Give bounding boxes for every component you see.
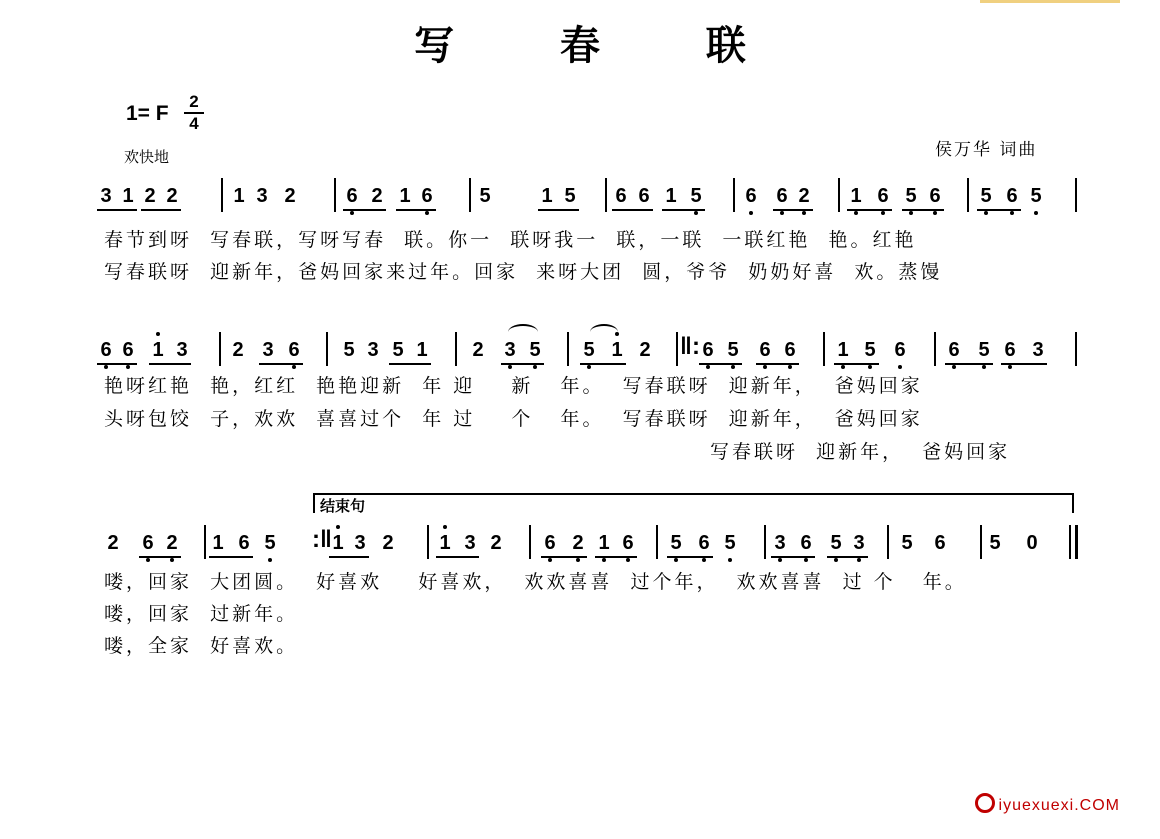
- note: 1: [665, 185, 677, 207]
- note: 5: [479, 185, 491, 207]
- lyric-text: 喽，回家 过新年。: [104, 603, 299, 625]
- octave-dot-above: [156, 332, 160, 336]
- octave-dot-below: [952, 365, 956, 369]
- beat-underline: [259, 363, 303, 365]
- octave-dot-below: [802, 211, 806, 215]
- beat-underline: [149, 363, 191, 365]
- note: 3: [1032, 339, 1044, 361]
- note: 2: [472, 339, 484, 361]
- note: 3: [262, 339, 274, 361]
- octave-dot-below: [626, 558, 630, 562]
- bar-line: [427, 525, 429, 559]
- beat-underline: [847, 209, 892, 211]
- note: 6: [137, 531, 159, 555]
- note: 5: [259, 531, 281, 555]
- lyric-line-1-verse-2: [0, 258, 1160, 288]
- octave-dot-below: [982, 365, 986, 369]
- beat-underline: [141, 209, 181, 211]
- note: 1: [122, 185, 134, 207]
- octave-dot-below: [841, 365, 845, 369]
- note: 2: [107, 532, 119, 554]
- beat-underline: [97, 363, 137, 365]
- beat-underline: [773, 209, 813, 211]
- beat-underline: [139, 556, 181, 558]
- octave-dot-below: [868, 365, 872, 369]
- octave-dot-below: [702, 558, 706, 562]
- beat-underline: [436, 556, 479, 558]
- beat-underline: [389, 363, 431, 365]
- bar-line: [823, 332, 825, 366]
- note: 5: [975, 184, 997, 208]
- bar-line: [967, 178, 969, 212]
- beat-underline: [834, 363, 879, 365]
- note: 2: [639, 339, 651, 361]
- beat-underline: [945, 363, 993, 365]
- note: 1: [416, 339, 428, 361]
- bar-line: [567, 332, 569, 366]
- note: 5: [973, 338, 995, 362]
- note: 3: [354, 532, 366, 554]
- beat-underline: [396, 209, 436, 211]
- time-signature-top: 2: [189, 92, 199, 111]
- note: 2: [232, 339, 244, 361]
- octave-dot-below: [804, 558, 808, 562]
- octave-dot-below: [933, 211, 937, 215]
- note: 6: [117, 338, 139, 362]
- octave-dot-below: [576, 558, 580, 562]
- tie-arc: [508, 324, 538, 340]
- note: 3: [100, 185, 112, 207]
- note: 6: [693, 531, 715, 555]
- beat-underline: [209, 556, 253, 558]
- octave-dot-below: [731, 365, 735, 369]
- tie-arc: [590, 324, 618, 340]
- octave-dot-above: [336, 525, 340, 529]
- note: 6: [740, 184, 762, 208]
- note: 3: [176, 339, 188, 361]
- ending-bracket: [313, 493, 1074, 513]
- note: 1: [832, 338, 854, 362]
- top-accent-bar: [980, 0, 1120, 3]
- note: 6: [754, 338, 776, 362]
- lyric-line-3-verse-1: [0, 568, 1160, 598]
- octave-dot-below: [1034, 211, 1038, 215]
- octave-dot-below: [780, 211, 784, 215]
- note: 2: [490, 532, 502, 554]
- beat-underline: [977, 209, 1021, 211]
- note: 6: [779, 338, 801, 362]
- beat-underline: [541, 556, 587, 558]
- note: 2: [382, 532, 394, 554]
- note: 5: [578, 338, 600, 362]
- note: 3: [464, 532, 476, 554]
- bar-line: [334, 178, 336, 212]
- beat-underline: [756, 363, 799, 365]
- note: 2: [144, 185, 156, 207]
- lyric-text: 艳呀红艳 艳，红红 艳艳迎新 年 迎 新 年。 写春联呀 迎新年， 爸妈回家: [104, 375, 923, 397]
- bar-line: [838, 178, 840, 212]
- octave-dot-below: [126, 365, 130, 369]
- octave-dot-below: [857, 558, 861, 562]
- octave-dot-below: [548, 558, 552, 562]
- note: 5: [392, 339, 404, 361]
- note: 3: [256, 185, 268, 207]
- note: 1: [399, 185, 411, 207]
- bar-line: [1075, 178, 1077, 212]
- watermark-logo-icon: [975, 793, 995, 813]
- bar-line: [934, 332, 936, 366]
- bar-line: [326, 332, 328, 366]
- bar-line: [221, 178, 223, 212]
- octave-dot-below: [788, 365, 792, 369]
- note: 1: [541, 185, 553, 207]
- beat-underline: [662, 209, 705, 211]
- time-signature: [184, 93, 204, 133]
- note: 2: [166, 185, 178, 207]
- note: 5: [685, 184, 707, 208]
- lyric-line-2-verse-1: [0, 372, 1160, 402]
- beat-underline: [771, 556, 815, 558]
- octave-dot-below: [1010, 211, 1014, 215]
- octave-dot-below: [728, 558, 732, 562]
- note: 6: [95, 338, 117, 362]
- octave-dot-below: [425, 211, 429, 215]
- song-title: 写 春 联: [414, 22, 792, 69]
- note: 6: [697, 338, 719, 362]
- note: 6: [416, 184, 438, 208]
- note: 2: [371, 185, 383, 207]
- bar-line: [529, 525, 531, 559]
- octave-dot-below: [778, 558, 782, 562]
- note: 5: [564, 185, 576, 207]
- lyric-text: 喽，全家 好喜欢。: [104, 635, 299, 657]
- beat-underline: [97, 209, 137, 211]
- note: 5: [1025, 184, 1047, 208]
- lyric-text: 写春联呀 迎新年，爸妈回家来过年。回家 来呀大团 圆，爷爷 奶奶好喜 欢。蒸馒: [104, 261, 943, 283]
- bar-line: [656, 525, 658, 559]
- note: 5: [900, 184, 922, 208]
- beat-underline: [699, 363, 742, 365]
- note: 6: [539, 531, 561, 555]
- lyric-line-3-verse-3: [0, 632, 1160, 662]
- octave-dot-below: [694, 211, 698, 215]
- octave-dot-below: [909, 211, 913, 215]
- beat-underline: [612, 209, 653, 211]
- bar-line: [733, 178, 735, 212]
- octave-dot-below: [1008, 365, 1012, 369]
- lyric-line-2-verse-3: [0, 438, 1160, 468]
- note: 6: [943, 338, 965, 362]
- octave-dot-below: [674, 558, 678, 562]
- octave-dot-below: [350, 211, 354, 215]
- beat-underline: [827, 556, 868, 558]
- note: 6: [934, 532, 946, 554]
- note: 5: [524, 338, 546, 362]
- lyric-text: 喽，回家 大团圆。 好喜欢 好喜欢， 欢欢喜喜 过个年， 欢欢喜喜 过 个 年。: [104, 571, 967, 593]
- note: 6: [795, 531, 817, 555]
- octave-dot-below: [104, 365, 108, 369]
- octave-dot-below: [749, 211, 753, 215]
- note: 5: [825, 531, 847, 555]
- beat-underline: [501, 363, 544, 365]
- note: 6: [238, 532, 250, 554]
- note: 1: [212, 532, 224, 554]
- site-watermark: [975, 793, 1120, 815]
- note: 6: [1001, 184, 1023, 208]
- note: 6: [924, 184, 946, 208]
- octave-dot-below: [984, 211, 988, 215]
- note: 2: [284, 185, 296, 207]
- bar-line: [980, 525, 982, 559]
- repeat-end-sign: :‖: [312, 526, 332, 553]
- note: 5: [665, 531, 687, 555]
- final-bar-line-thick: [1075, 525, 1078, 559]
- octave-dot-below: [898, 365, 902, 369]
- octave-dot-below: [533, 365, 537, 369]
- final-bar-line-thin: [1069, 525, 1071, 559]
- beat-underline: [329, 556, 369, 558]
- composer-credit: 侯万华 词曲: [935, 140, 1038, 160]
- octave-dot-above: [443, 525, 447, 529]
- note: 6: [617, 531, 639, 555]
- lyric-line-3-verse-2: [0, 600, 1160, 630]
- bar-line: [219, 332, 221, 366]
- octave-dot-below: [146, 558, 150, 562]
- bar-line: [469, 178, 471, 212]
- octave-dot-below: [268, 558, 272, 562]
- note: 5: [989, 532, 1001, 554]
- note: 5: [901, 532, 913, 554]
- bar-line: [605, 178, 607, 212]
- bar-line: [887, 525, 889, 559]
- lyric-text: 写春联呀 迎新年， 爸妈回家: [710, 441, 1011, 463]
- note: 6: [615, 185, 627, 207]
- score-line-1: [0, 184, 1160, 224]
- note: 1: [147, 338, 169, 362]
- note: 5: [343, 339, 355, 361]
- note: 5: [722, 338, 744, 362]
- bar-line: [204, 525, 206, 559]
- note: 3: [769, 531, 791, 555]
- note: 5: [719, 531, 741, 555]
- octave-dot-below: [587, 365, 591, 369]
- note: 6: [341, 184, 363, 208]
- beat-underline: [902, 209, 944, 211]
- lyric-line-1-verse-1: [0, 226, 1160, 256]
- octave-dot-below: [602, 558, 606, 562]
- beat-underline: [1001, 363, 1047, 365]
- note: 6: [771, 184, 793, 208]
- note: 1: [845, 184, 867, 208]
- note: 1: [434, 531, 456, 555]
- bar-line: [1075, 332, 1077, 366]
- note: 6: [283, 338, 305, 362]
- octave-dot-below: [763, 365, 767, 369]
- repeat-start-sign: ‖:: [680, 333, 700, 360]
- bar-line: [676, 332, 678, 366]
- beat-underline: [343, 209, 386, 211]
- bar-line: [455, 332, 457, 366]
- octave-dot-below: [834, 558, 838, 562]
- note: 0: [1026, 532, 1038, 554]
- note: 3: [848, 531, 870, 555]
- note: 1: [233, 185, 245, 207]
- bar-line: [764, 525, 766, 559]
- lyric-text: 头呀包饺 子，欢欢 喜喜过个 年 过 个 年。 写春联呀 迎新年， 爸妈回家: [104, 408, 923, 430]
- note: 6: [889, 338, 911, 362]
- score-line-3: [0, 526, 1160, 571]
- note: 1: [327, 531, 349, 555]
- note: 6: [872, 184, 894, 208]
- octave-dot-below: [292, 365, 296, 369]
- time-signature-bottom: 4: [189, 114, 199, 133]
- beat-underline: [667, 556, 713, 558]
- note: 6: [999, 338, 1021, 362]
- note: 6: [638, 185, 650, 207]
- ending-label: 结束句: [320, 497, 366, 515]
- note: 1: [606, 338, 628, 362]
- note: 1: [593, 531, 615, 555]
- lyric-line-2-verse-2: [0, 405, 1160, 435]
- note: 3: [367, 339, 379, 361]
- octave-dot-below: [881, 211, 885, 215]
- octave-dot-below: [854, 211, 858, 215]
- note: 2: [567, 531, 589, 555]
- note: 5: [859, 338, 881, 362]
- octave-dot-below: [706, 365, 710, 369]
- note: 2: [161, 531, 183, 555]
- note: 2: [793, 184, 815, 208]
- lyric-text: 春节到呀 写春联，写呀写春 联。你一 联呀我一 联，一联 一联红艳 艳。红艳: [104, 229, 917, 251]
- beat-underline: [580, 363, 626, 365]
- note: 3: [499, 338, 521, 362]
- key-signature: 1= F: [126, 102, 169, 125]
- octave-dot-below: [170, 558, 174, 562]
- tempo-marking: 欢快地: [124, 148, 170, 166]
- beat-underline: [538, 209, 579, 211]
- octave-dot-below: [508, 365, 512, 369]
- watermark-text: iyuexuexi.COM: [998, 797, 1120, 814]
- beat-underline: [595, 556, 637, 558]
